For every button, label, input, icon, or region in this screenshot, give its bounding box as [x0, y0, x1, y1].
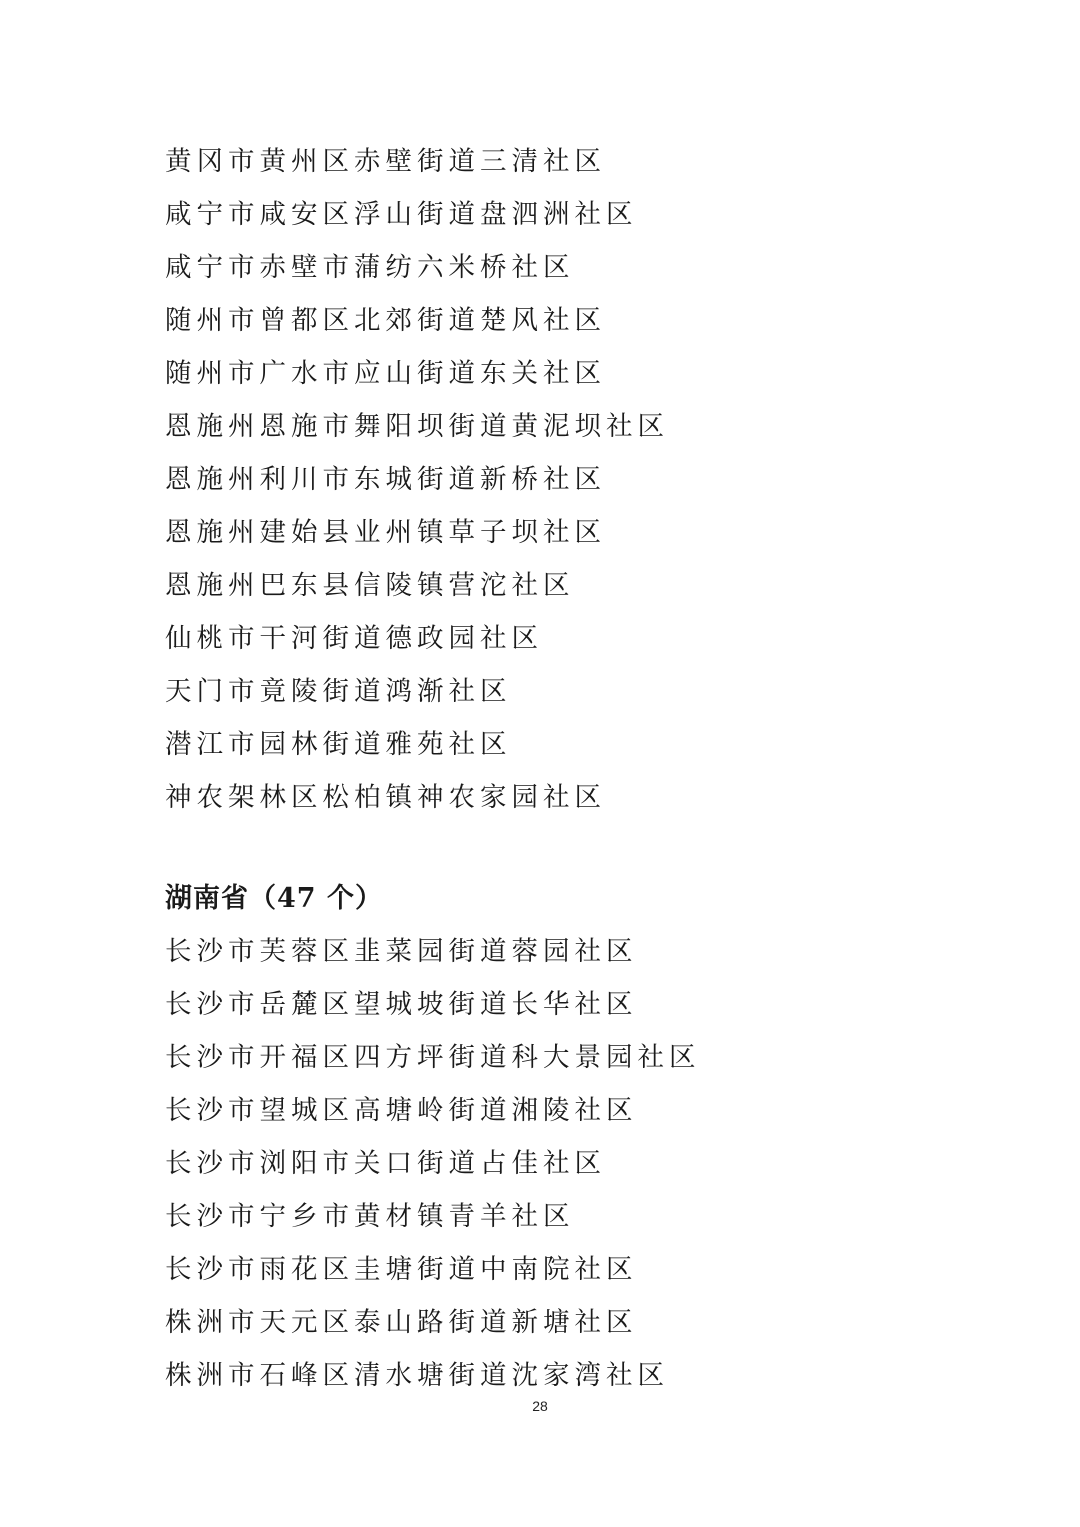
list-item: 长沙市浏阳市关口街道占佳社区 [165, 1148, 606, 1179]
list-item: 咸宁市咸安区浮山街道盘泗洲社区 [165, 199, 638, 230]
list-item: 恩施州利川市东城街道新桥社区 [165, 464, 606, 495]
list-item: 长沙市雨花区圭塘街道中南院社区 [165, 1254, 638, 1285]
list-item: 随州市曾都区北郊街道楚风社区 [165, 305, 606, 336]
page-number: 28 [532, 1398, 548, 1414]
list-item: 长沙市岳麓区望城坡街道长华社区 [165, 989, 638, 1020]
community-list-hubei [165, 135, 669, 824]
list-item: 株洲市石峰区清水塘街道沈家湾社区 [165, 1360, 669, 1391]
list-item: 天门市竟陵街道鸿渐社区 [165, 676, 512, 707]
list-item: 长沙市望城区高塘岭街道湘陵社区 [165, 1095, 638, 1126]
list-item: 黄冈市黄州区赤壁街道三清社区 [165, 146, 606, 177]
list-item: 恩施州恩施市舞阳坝街道黄泥坝社区 [165, 411, 669, 442]
list-item: 神农架林区松柏镇神农家园社区 [165, 782, 606, 813]
list-item: 长沙市芙蓉区韭菜园街道蓉园社区 [165, 936, 638, 967]
community-list-hunan [165, 925, 701, 1402]
list-item: 随州市广水市应山街道东关社区 [165, 358, 606, 389]
list-item: 恩施州巴东县信陵镇营沱社区 [165, 570, 575, 601]
list-item: 仙桃市干河街道德政园社区 [165, 623, 543, 654]
list-item: 潜江市园林街道雅苑社区 [165, 729, 512, 760]
section-heading-hunan: 湖南省（47 个） [165, 883, 383, 914]
list-item: 咸宁市赤壁市蒲纺六米桥社区 [165, 252, 575, 283]
list-item: 长沙市开福区四方坪街道科大景园社区 [165, 1042, 701, 1073]
list-item: 恩施州建始县业州镇草子坝社区 [165, 517, 606, 548]
list-item: 长沙市宁乡市黄材镇青羊社区 [165, 1201, 575, 1232]
list-item: 株洲市天元区泰山路街道新塘社区 [165, 1307, 638, 1338]
